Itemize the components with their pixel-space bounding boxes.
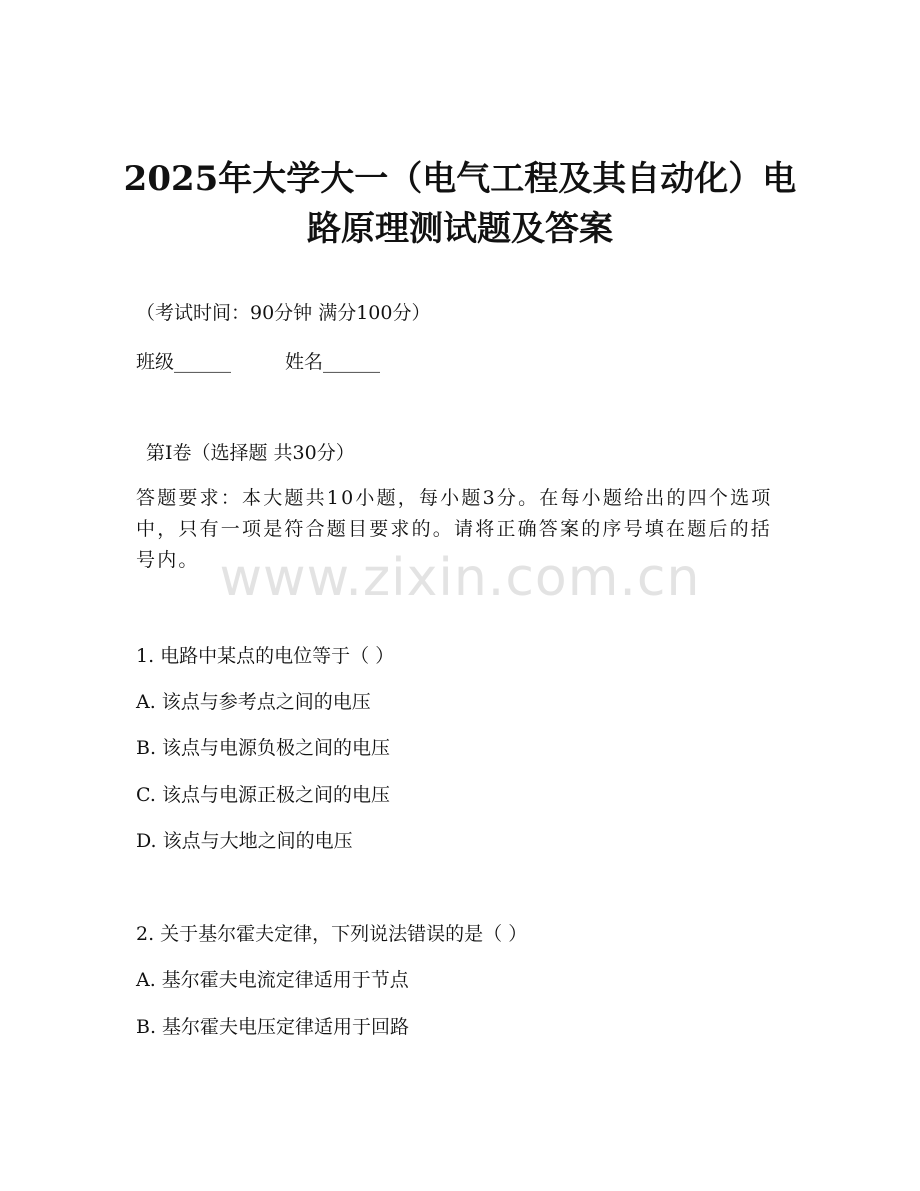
question-2-option-a: A. 基尔霍夫电流定律适用于节点 [136,969,409,991]
section-heading: 第Ⅰ卷（选择题 共30分） [146,442,355,464]
document-title-line-1: 2025年大学大一（电气工程及其自动化）电 [123,159,797,199]
question-2-option-b: B. 基尔霍夫电压定律适用于回路 [136,1016,410,1038]
instructions: 答题要求：本大题共10小题，每小题3分。在每小题给出的四个选项中，只有一项是符合题目要求的。请将正确答案的序号填在题后的括号内。 [136,487,773,571]
question-1-option-a: A. 该点与参考点之间的电压 [136,691,371,713]
document-title-line-2: 路原理测试题及答案 [307,209,613,249]
exam-info: （考试时间：90分钟 满分100分） [136,302,431,324]
name-field: 姓名______ [285,351,381,373]
student-info-row [136,349,380,375]
question-1-option-c: C. 该点与电源正极之间的电压 [136,784,390,806]
class-field: 班级______ [136,351,232,373]
question-2-stem: 2. 关于基尔霍夫定律，下列说法错误的是（ ） [136,923,528,945]
question-1-option-d: D. 该点与大地之间的电压 [136,830,353,852]
question-1-option-b: B. 该点与电源负极之间的电压 [136,737,391,759]
watermark: www.zixin.com.cn [219,548,701,608]
question-1-stem: 1. 电路中某点的电位等于（ ） [136,645,395,667]
